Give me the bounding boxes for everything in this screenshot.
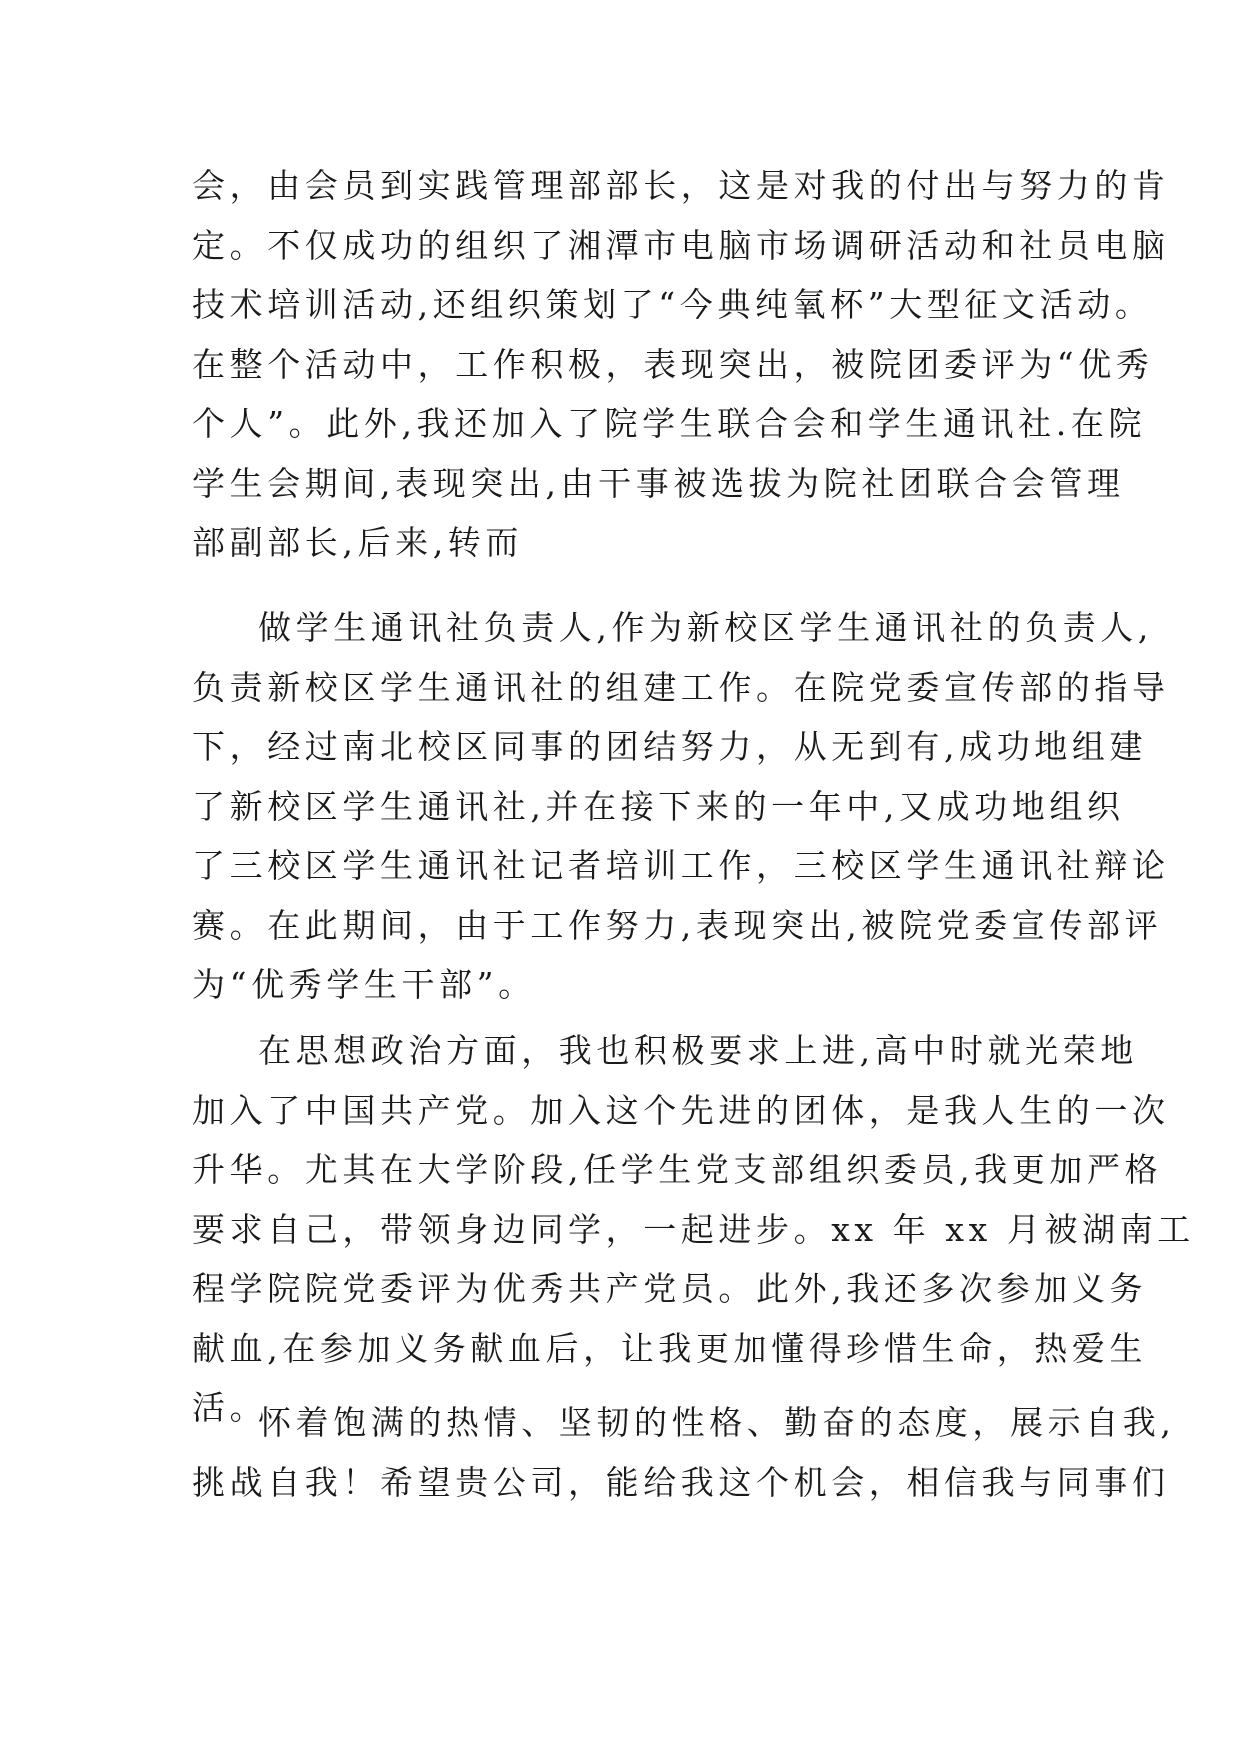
paragraph-line: 献血,在参加义务献血后，让我更加懂得珍惜生命，热爱生 (192, 1328, 1148, 1368)
paragraph-line: 为“优秀学生干部”。 (192, 965, 536, 1004)
paragraph-line: 活。 (192, 1388, 268, 1427)
paragraph-line: 挑战自我！希望贵公司，能给我这个机会，相信我与同事们 (192, 1462, 1170, 1502)
paragraph-line: 定。不仅成功的组织了湘潭市电脑市场调研活动和社员电脑 (192, 225, 1170, 265)
paragraph-line: 学生会期间,表现突出,由干事被选拔为院社团联合会管理 (192, 463, 1125, 503)
paragraph-line: 了三校区学生通讯社记者培训工作，三校区学生通讯社辩论 (192, 846, 1170, 885)
paragraph-4 (192, 1393, 1176, 1512)
paragraph-line: 了新校区学生通讯社,并在接下来的一年中,又成功地组织 (192, 786, 1125, 826)
paragraph-line: 程学院院党委评为优秀共产党员。此外,我还多次参加义务 (192, 1269, 1148, 1308)
paragraph-line: 在思想政治方面，我也积极要求上进,高中时就光荣地 (258, 1031, 1138, 1070)
paragraph-line: 做学生通讯社负责人,作为新校区学生通讯社的负责人, (258, 608, 1153, 647)
paragraph-1 (192, 156, 1170, 573)
paragraph-line: 技术培训活动,还组织策划了“今典纯氧杯”大型征文活动。 (192, 285, 1153, 324)
paragraph-2 (192, 598, 1170, 1015)
paragraph-line: 升华。尤其在大学阶段,任学生党支部组织委员,我更加严格 (192, 1150, 1163, 1189)
paragraph-line: 下，经过南北校区同事的团结努力，从无到有,成功地组建 (192, 727, 1148, 766)
paragraph-line: 要求自己，带领身边同学，一起进步。xx 年 xx 月被湖南工 (192, 1209, 1195, 1249)
paragraph-line: 赛。在此期间，由于工作努力,表现突出,被院党委宣传部评 (192, 905, 1163, 945)
paragraph-line: 在整个活动中，工作积极，表现突出，被院团委评为“优秀 (192, 344, 1154, 384)
paragraph-line: 会，由会员到实践管理部部长，这是对我的付出与努力的肯 (192, 166, 1170, 205)
paragraph-line: 怀着饱满的热情、坚韧的性格、勤奋的态度，展示自我, (258, 1403, 1176, 1442)
paragraph-line: 个人”。此外,我还加入了院学生联合会和学生通讯社.在院 (192, 404, 1147, 443)
paragraph-line: 负责新校区学生通讯社的组建工作。在院党委宣传部的指导 (192, 667, 1170, 707)
paragraph-3 (192, 1021, 1195, 1438)
paragraph-line: 加入了中国共产党。加入这个先进的团体，是我人生的一次 (192, 1090, 1170, 1130)
paragraph-line: 部副部长,后来,转而 (192, 523, 523, 562)
